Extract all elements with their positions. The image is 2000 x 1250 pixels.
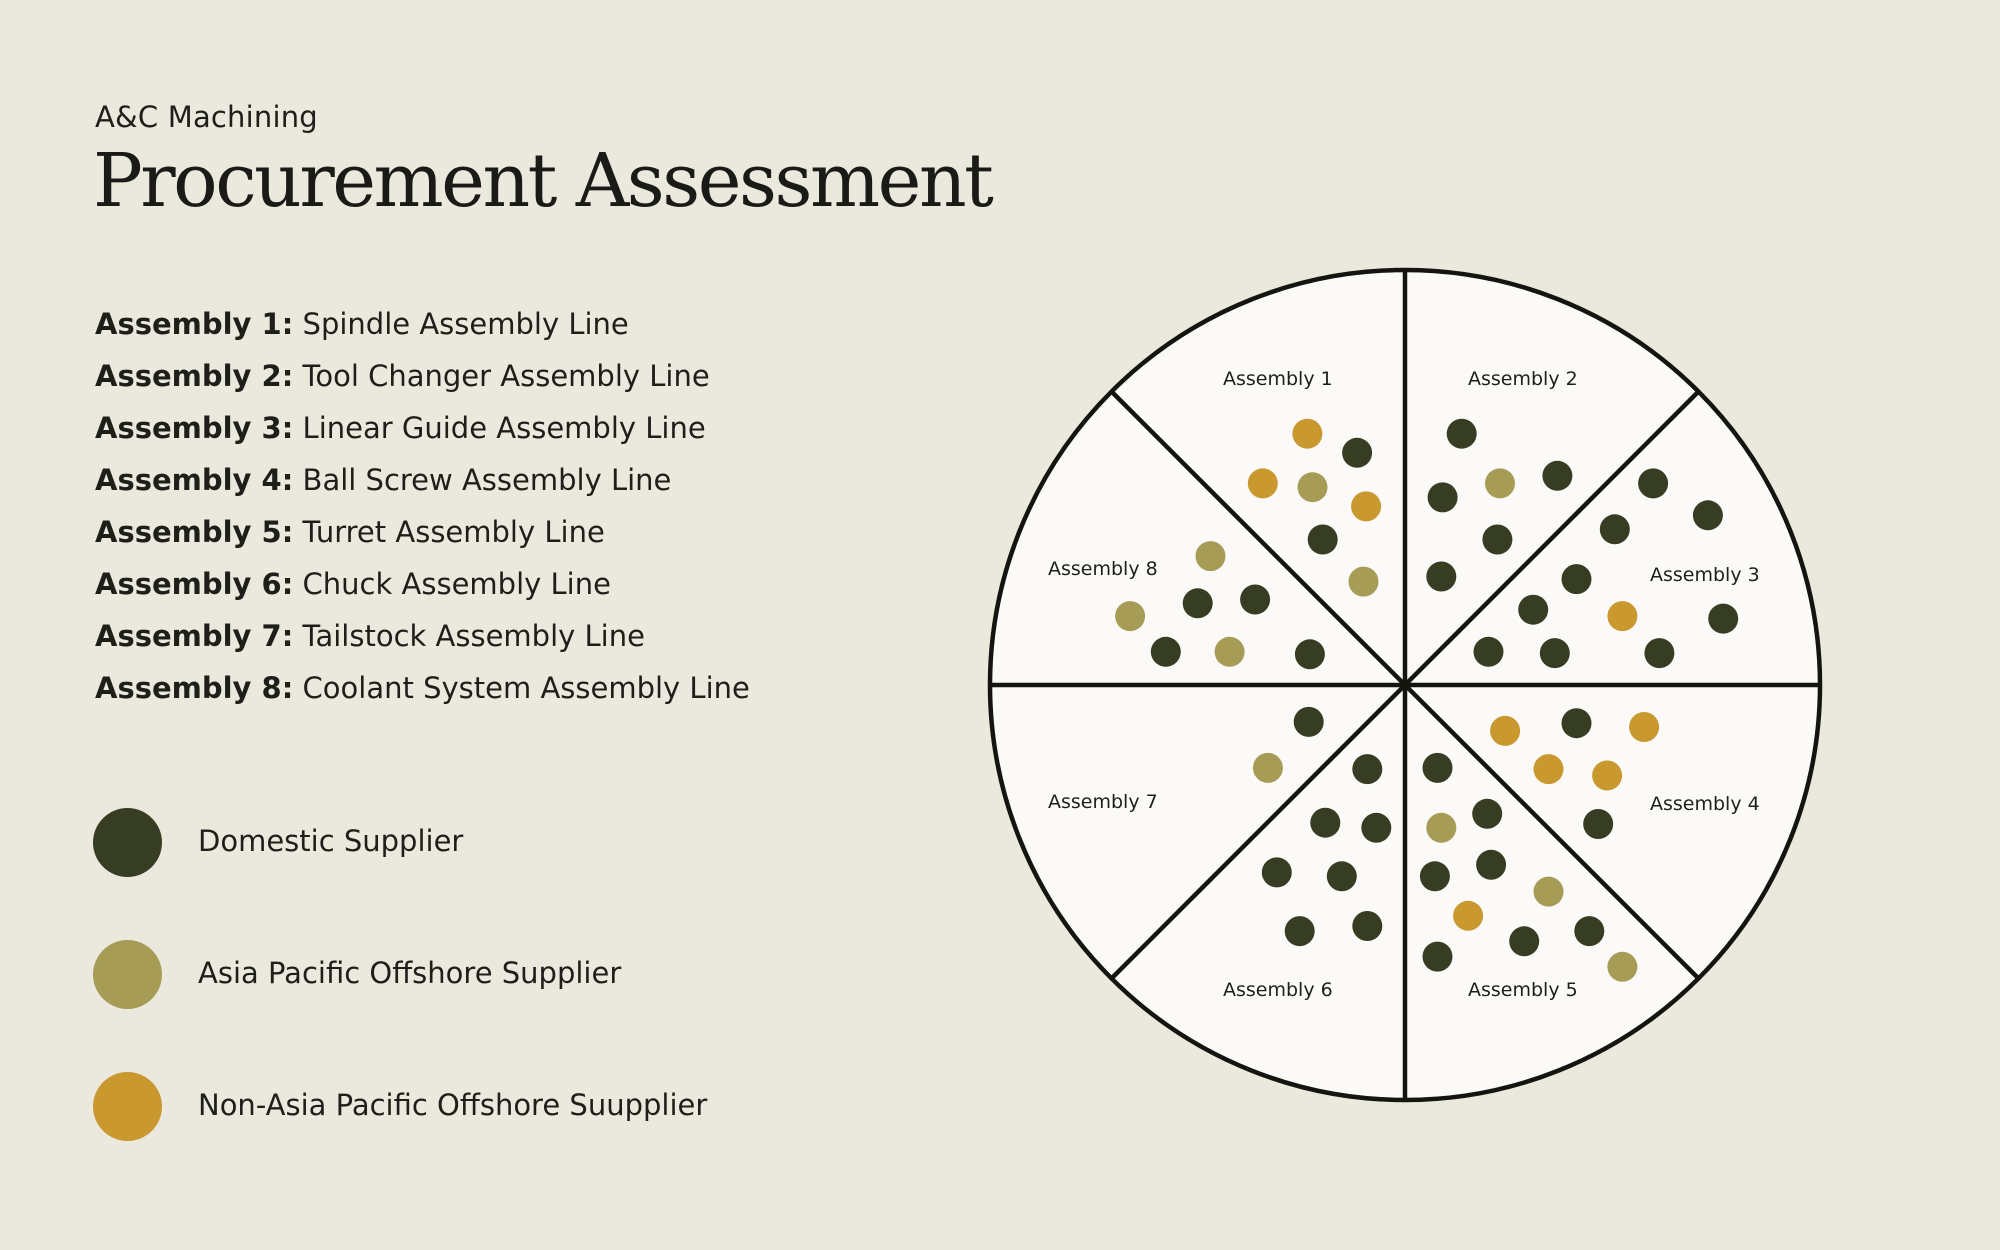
non-apac-supplier-dot [1351,491,1381,521]
domestic-supplier-dot [1600,514,1630,544]
domestic-supplier-dot [1262,857,1292,887]
domestic-swatch [93,808,162,877]
domestic-supplier-dot [1574,916,1604,946]
assembly-name: Ball Screw Assembly Line [302,463,672,497]
apac-supplier-dot [1115,601,1145,631]
domestic-supplier-dot [1295,639,1325,669]
domestic-supplier-dot [1352,911,1382,941]
apac-supplier-dot [1607,952,1637,982]
assembly-list-item [95,407,750,459]
segment-label-1: Assembly 1 [1223,368,1333,390]
non-apac-supplier-dot [1534,754,1564,784]
legend-label: Domestic Supplier [198,824,464,858]
assembly-name: Linear Guide Assembly Line [302,411,706,445]
assembly-prefix: Assembly 6: [95,567,294,601]
company-name: A&C Machining [95,100,318,134]
assembly-list-item [95,563,750,615]
non-apac-supplier-dot [1292,419,1322,449]
assembly-prefix: Assembly 7: [95,619,294,653]
domestic-supplier-dot [1308,525,1338,555]
assembly-prefix: Assembly 8: [95,671,294,705]
assembly-prefix: Assembly 5: [95,515,294,549]
domestic-supplier-dot [1352,754,1382,784]
apac-supplier-dot [1196,541,1226,571]
segment-label-3: Assembly 3 [1650,564,1760,586]
assembly-list-item [95,615,750,667]
domestic-supplier-dot [1472,799,1502,829]
segment-label-2: Assembly 2 [1468,368,1578,390]
domestic-supplier-dot [1447,419,1477,449]
assembly-name: Tool Changer Assembly Line [302,359,710,393]
non-apac-supplier-dot [1592,761,1622,791]
segment-label-7: Assembly 7 [1048,791,1158,813]
domestic-supplier-dot [1240,585,1270,615]
domestic-supplier-dot [1708,604,1738,634]
domestic-supplier-dot [1310,808,1340,838]
non-apac-swatch [93,1072,162,1141]
assembly-prefix: Assembly 3: [95,411,294,445]
assembly-list [95,303,750,719]
assembly-name: Chuck Assembly Line [302,567,611,601]
domestic-supplier-dot [1183,588,1213,618]
assembly-prefix: Assembly 4: [95,463,294,497]
assembly-name: Coolant System Assembly Line [302,671,750,705]
apac-supplier-dot [1349,567,1379,597]
domestic-supplier-dot [1562,564,1592,594]
non-apac-supplier-dot [1607,601,1637,631]
legend-label: Asia Pacific Offshore Supplier [198,956,622,990]
domestic-supplier-dot [1693,500,1723,530]
domestic-supplier-dot [1509,926,1539,956]
assembly-list-item [95,355,750,407]
domestic-supplier-dot [1327,861,1357,891]
domestic-supplier-dot [1428,482,1458,512]
assembly-list-item [95,511,750,563]
domestic-supplier-dot [1361,813,1391,843]
domestic-supplier-dot [1420,861,1450,891]
apac-supplier-dot [1485,468,1515,498]
segment-label-8: Assembly 8 [1048,558,1158,580]
domestic-supplier-dot [1583,809,1613,839]
apac-swatch [93,940,162,1009]
non-apac-supplier-dot [1490,716,1520,746]
domestic-supplier-dot [1540,638,1570,668]
page-title: Procurement Assessment [93,138,992,224]
domestic-supplier-dot [1476,850,1506,880]
apac-supplier-dot [1215,637,1245,667]
non-apac-supplier-dot [1248,468,1278,498]
domestic-supplier-dot [1294,707,1324,737]
domestic-supplier-dot [1644,638,1674,668]
legend-label: Non-Asia Pacific Offshore Suupplier [198,1088,708,1122]
domestic-supplier-dot [1562,708,1592,738]
domestic-supplier-dot [1423,942,1453,972]
segment-label-5: Assembly 5 [1468,979,1578,1001]
domestic-supplier-dot [1151,637,1181,667]
domestic-supplier-dot [1638,468,1668,498]
non-apac-supplier-dot [1453,901,1483,931]
assembly-prefix: Assembly 1: [95,307,294,341]
assembly-wheel [985,265,1825,1105]
domestic-supplier-dot [1342,438,1372,468]
domestic-supplier-dot [1474,637,1504,667]
assembly-name: Turret Assembly Line [302,515,605,549]
assembly-name: Spindle Assembly Line [302,307,629,341]
apac-supplier-dot [1253,753,1283,783]
assembly-name: Tailstock Assembly Line [302,619,645,653]
non-apac-supplier-dot [1629,712,1659,742]
domestic-supplier-dot [1482,525,1512,555]
segment-label-4: Assembly 4 [1650,793,1760,815]
domestic-supplier-dot [1518,595,1548,625]
segment-label-6: Assembly 6 [1223,979,1333,1001]
domestic-supplier-dot [1426,562,1456,592]
apac-supplier-dot [1298,472,1328,502]
domestic-supplier-dot [1285,916,1315,946]
assembly-prefix: Assembly 2: [95,359,294,393]
apac-supplier-dot [1426,813,1456,843]
domestic-supplier-dot [1423,753,1453,783]
apac-supplier-dot [1534,877,1564,907]
domestic-supplier-dot [1542,461,1572,491]
wheel-dividers [990,270,1820,1100]
assembly-list-item [95,303,750,355]
assembly-list-item [95,459,750,511]
assembly-list-item [95,667,750,719]
